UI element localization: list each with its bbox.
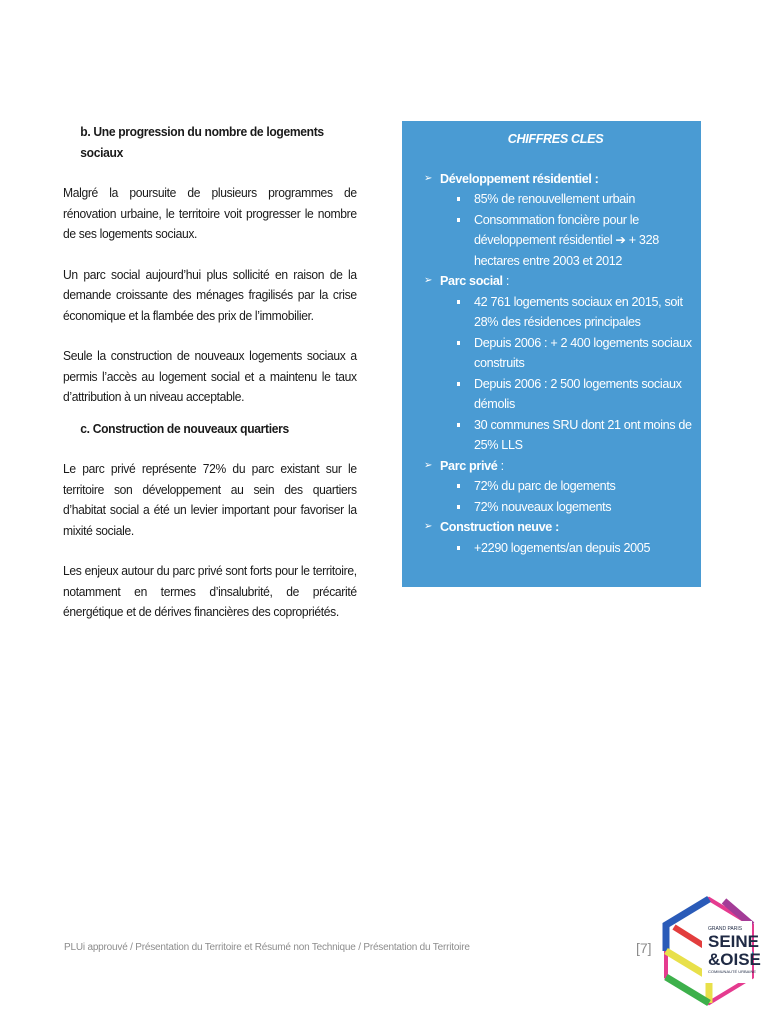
section-new-construction bbox=[402, 517, 701, 538]
section-label: Développement résidentiel : bbox=[440, 171, 599, 186]
chevron-right-icon: ➢ bbox=[424, 459, 433, 471]
section-social-housing: ➢ Parc social : bbox=[402, 271, 701, 292]
chevron-right-icon: ➢ bbox=[424, 521, 433, 532]
paragraph-2: Un parc social aujourd’hui plus sollicité en raison de la demande croissante des ménages fragilisés par la crise économique et la flambée des prix de l’immobilier. bbox=[63, 267, 357, 323]
square-bullet-icon bbox=[457, 197, 460, 201]
section-residential bbox=[402, 169, 701, 190]
section-private-housing: ➢ Parc privé : bbox=[402, 456, 701, 477]
list-item: 72% nouveaux logements bbox=[402, 497, 701, 518]
paragraph-1: Malgré la poursuite de plusieurs programmes de rénovation urbaine, le territoire voit progresser le nombre de ses logements sociaux. bbox=[63, 186, 357, 241]
list-item: 72% du parc de logements bbox=[402, 476, 701, 497]
paragraph-4: Le parc privé représente 72% du parc existant sur le territoire son développement au sein des quartiers d’habitat social a été un levier important pour favoriser la mixité sociale. bbox=[63, 462, 357, 538]
page-footer: PLUi approuvé / Présentation du Territoire et Résumé non Technique / Présentation du Territoire bbox=[64, 942, 470, 953]
chevron-right-icon: ➢ bbox=[424, 275, 433, 286]
section-label: Parc privé bbox=[440, 458, 498, 473]
list-item: Depuis 2006 : + 2 400 logements sociaux construits bbox=[402, 333, 701, 374]
square-bullet-icon bbox=[457, 423, 460, 427]
key-figures-box bbox=[402, 121, 701, 587]
square-bullet-icon bbox=[457, 300, 460, 304]
list-item: 42 761 logements sociaux en 2015, soit 28% des résidences principales bbox=[402, 292, 701, 333]
section-label: Parc social bbox=[440, 274, 503, 288]
main-text-column bbox=[63, 122, 357, 623]
svg-text:SEINE: SEINE bbox=[708, 932, 760, 951]
list-item: +2290 logements/an depuis 2005 bbox=[402, 538, 701, 559]
square-bullet-icon bbox=[457, 341, 460, 345]
list-item: Depuis 2006 : 2 500 logements sociaux démolis bbox=[402, 374, 701, 415]
square-bullet-icon bbox=[457, 546, 460, 550]
square-bullet-icon bbox=[457, 218, 460, 222]
square-bullet-icon bbox=[457, 505, 460, 509]
seine-oise-logo bbox=[664, 897, 761, 1005]
paragraph-5: Les enjeux autour du parc privé sont forts pour le territoire, notamment en termes d’insalubrité, de précarité énergétique et de dérives financières des copropriétés. bbox=[63, 564, 357, 619]
section-heading-c: c. Construction de nouveaux quartiers bbox=[80, 421, 289, 436]
list-item: 30 communes SRU dont 21 ont moins de 25% LLS bbox=[402, 415, 701, 456]
paragraph-3: Seule la construction de nouveaux logements sociaux a permis l’accès au logement social et a maintenu le taux d’attribution à un niveau acceptable. bbox=[63, 349, 357, 404]
key-figures-title: CHIFFRES CLES bbox=[507, 132, 604, 146]
list-item: 85% de renouvellement urbain bbox=[402, 189, 701, 210]
square-bullet-icon bbox=[457, 382, 460, 386]
list-item: Consommation foncière pour le développement résidentiel ➔ + 328 hectares entre 2003 et 2012 bbox=[402, 210, 701, 272]
svg-text:&OISE: &OISE bbox=[708, 950, 761, 969]
section-heading-b: b. Une progression du nombre de logements sociaux bbox=[80, 125, 324, 160]
square-bullet-icon bbox=[457, 484, 460, 488]
page-number: [7] bbox=[636, 940, 652, 956]
svg-text:COMMUNAUTÉ URBAINE: COMMUNAUTÉ URBAINE bbox=[708, 969, 757, 974]
section-label: Construction neuve : bbox=[440, 520, 559, 534]
chevron-right-icon: ➢ bbox=[424, 172, 433, 184]
svg-text:GRAND PARIS: GRAND PARIS bbox=[708, 926, 743, 932]
